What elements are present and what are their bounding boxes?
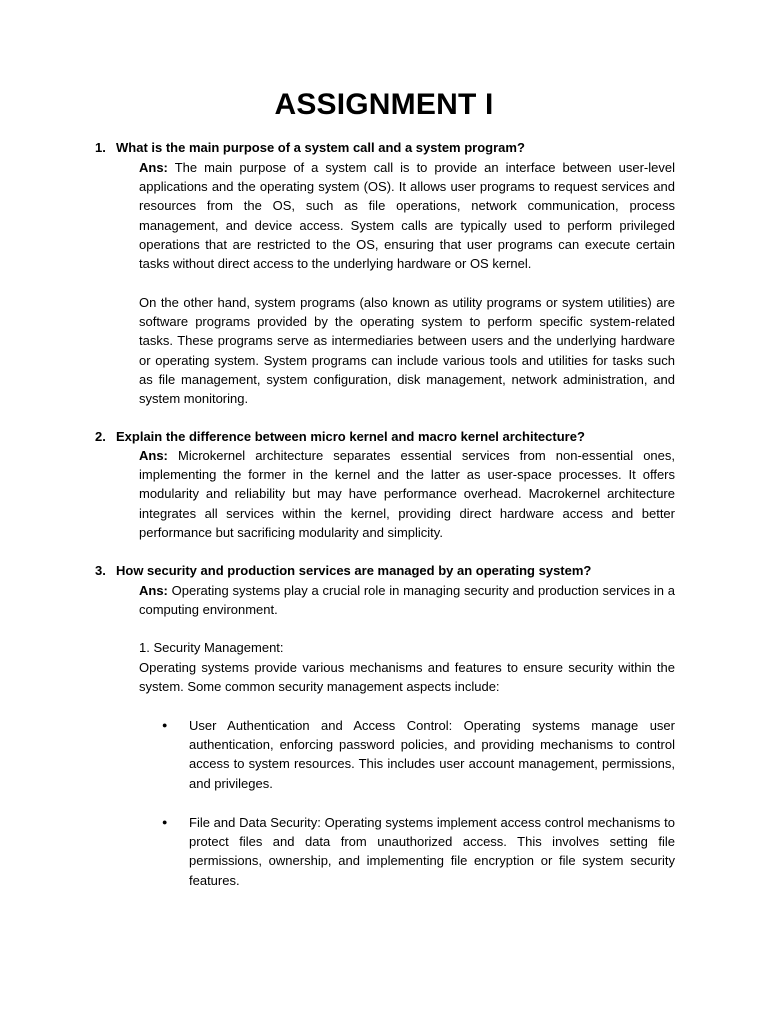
answer-2 — [139, 446, 675, 542]
section-heading: 1. Security Management: — [139, 640, 284, 655]
bullet-item: User Authentication and Access Control: Operating systems manage user authentication, enforcing password policies, and providing mechanisms to control access to system resources. This includes user account management, permissions, and privileges. — [189, 718, 675, 791]
bullet-item: File and Data Security: Operating systems implement access control mechanisms to protect files and data from unauthorized access. This involves setting file permissions, ownership, and implementing file encryption or file system security features. — [189, 815, 675, 888]
answer-text: The main purpose of a system call is to provide an interface between user-level applications and the operating system (OS). It allows user programs to request services and resources from the OS, such as file operations, network communication, process management, and device access. System calls are typically used to perform privileged operations that are restricted to the OS, ensuring that user programs can execute certain tasks without direct access to the underlying hardware or OS kernel. — [139, 160, 675, 272]
question-2 — [95, 427, 695, 446]
answer-3 — [139, 581, 675, 619]
question-3 — [95, 561, 695, 580]
question-number: 3. — [95, 563, 106, 578]
bullet-dot-icon: ● — [162, 720, 168, 730]
question-text: What is the main purpose of a system call and a system program? — [116, 140, 525, 155]
document-title: ASSIGNMENT I — [274, 88, 494, 121]
question-text: Explain the difference between micro kernel and macro kernel architecture? — [116, 429, 585, 444]
answer-text: Operating systems play a crucial role in managing security and production services in a computing environment. — [139, 583, 675, 618]
question-text: How security and production services are managed by an operating system? — [116, 563, 592, 578]
answer-1-paragraph-2: On the other hand, system programs (also known as utility programs or system utilities) are software programs provided by the operating system to perform specific system-related tasks. These programs serve as intermediaries between users and the underlying hardware or operating system. System programs can include various tools and utilities for tasks such as file management, system configuration, disk management, network administration, and system monitoring. — [139, 295, 675, 407]
question-number: 1. — [95, 140, 106, 155]
section-text: Operating systems provide various mechanisms and features to ensure security within the system. Some common security management aspects include: — [139, 660, 675, 695]
bullet-dot-icon: ● — [162, 817, 168, 827]
answer-text: Microkernel architecture separates essential services from non-essential ones, implementing the former in the kernel and the latter as user-space processes. It offers modularity and reliability but may have performance overhead. Macrokernel architecture integrates all services within the kernel, providing direct hardware access and better performance but sacrificing modularity and simplicity. — [139, 448, 675, 540]
answer-label: Ans: — [139, 448, 168, 463]
answer-label: Ans: — [139, 160, 168, 175]
answer-1 — [139, 158, 675, 273]
question-1 — [95, 138, 695, 157]
question-number: 2. — [95, 429, 106, 444]
answer-label: Ans: — [139, 583, 168, 598]
